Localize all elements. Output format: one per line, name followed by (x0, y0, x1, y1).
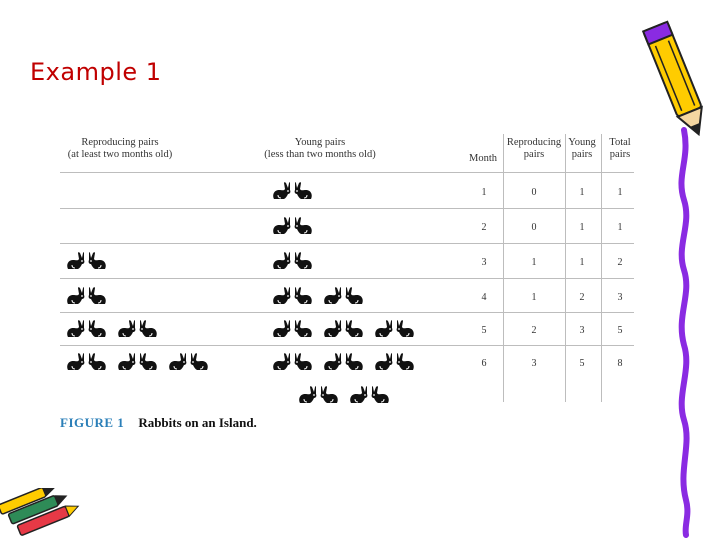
young-rabbits-overflow (296, 385, 392, 407)
rabbit-icon (293, 352, 315, 372)
rabbit-icon (370, 385, 392, 405)
rabbit-pair (270, 251, 315, 273)
young-cell: 3 (579, 325, 585, 336)
rabbit-icon (189, 352, 211, 372)
young-rabbits (270, 251, 315, 273)
header-young-pairs: Young pairs (less than two months old) (264, 137, 376, 160)
rabbit-pair (270, 319, 315, 341)
reproducing-rabbits (64, 319, 160, 341)
grid-line (60, 172, 634, 173)
rabbit-icon (270, 352, 292, 372)
slide-title: Example 1 (30, 58, 162, 86)
month-cell: 1 (481, 187, 487, 198)
reproducing-cell: 0 (531, 187, 537, 198)
reproducing-rabbits (64, 286, 109, 308)
young-rabbits (270, 352, 417, 374)
rabbit-icon (270, 216, 292, 236)
rabbit-icon (372, 319, 394, 339)
month-cell: 2 (481, 222, 487, 233)
rabbit-icon (319, 385, 341, 405)
rabbit-icon (64, 286, 86, 306)
grid-line (565, 134, 566, 402)
rabbit-pair (64, 352, 109, 374)
young-rabbits (270, 181, 315, 203)
rabbit-icon (138, 319, 160, 339)
rabbit-icon (87, 319, 109, 339)
rabbit-icon (64, 251, 86, 271)
rabbit-icon (64, 319, 86, 339)
rabbit-icon (87, 286, 109, 306)
month-cell: 5 (481, 325, 487, 336)
rabbit-icon (270, 251, 292, 271)
grid-line (60, 208, 634, 209)
rabbit-icon (296, 385, 318, 405)
rabbit-icon (347, 385, 369, 405)
rabbit-pair (270, 181, 315, 203)
total-cell: 8 (617, 358, 623, 369)
month-cell: 3 (481, 257, 487, 268)
reproducing-rabbits (64, 251, 109, 273)
rabbit-pair (115, 319, 160, 341)
grid-line (60, 345, 634, 346)
total-cell: 1 (617, 222, 623, 233)
month-cell: 4 (481, 292, 487, 303)
rabbit-pair (64, 286, 109, 308)
total-cell: 5 (617, 325, 623, 336)
reproducing-cell: 3 (531, 358, 537, 369)
rabbit-icon (321, 352, 343, 372)
grid-line (601, 134, 602, 402)
header-month: Month (468, 153, 497, 164)
rabbit-pair (166, 352, 211, 374)
figure-caption-text: Rabbits on an Island. (138, 415, 257, 430)
reproducing-cell: 1 (531, 292, 537, 303)
grid-line (503, 134, 504, 402)
rabbit-icon (270, 319, 292, 339)
rabbit-pair (321, 286, 366, 308)
rabbit-icon (293, 216, 315, 236)
rabbit-icon (166, 352, 188, 372)
rabbit-pair (115, 352, 160, 374)
reproducing-rabbits (64, 352, 211, 374)
rabbit-icon (115, 352, 137, 372)
rabbit-icon (321, 319, 343, 339)
rabbit-icon (344, 286, 366, 306)
rabbit-icon (115, 319, 137, 339)
header-col-reproducing: Reproducing pairs (506, 137, 562, 160)
young-rabbits (270, 216, 315, 238)
rabbit-pair (270, 216, 315, 238)
rabbit-icon (344, 352, 366, 372)
rabbit-pair (270, 352, 315, 374)
rabbit-icon (293, 319, 315, 339)
rabbit-pair (296, 385, 341, 407)
rabbit-icon (270, 286, 292, 306)
young-rabbits (270, 286, 366, 308)
young-cell: 1 (579, 222, 585, 233)
rabbit-icon (138, 352, 160, 372)
rabbit-pair (372, 352, 417, 374)
total-cell: 3 (617, 292, 623, 303)
month-cell: 6 (481, 358, 487, 369)
header-col-total: Total pairs (609, 137, 631, 160)
grid-line (60, 312, 634, 313)
total-cell: 1 (617, 187, 623, 198)
rabbit-icon (270, 181, 292, 201)
rabbit-icon (87, 352, 109, 372)
rabbit-icon (395, 352, 417, 372)
rabbit-icon (293, 286, 315, 306)
reproducing-cell: 2 (531, 325, 537, 336)
rabbit-icon (372, 352, 394, 372)
rabbit-pair (372, 319, 417, 341)
rabbit-icon (87, 251, 109, 271)
rabbit-pair (321, 319, 366, 341)
grid-line (60, 243, 634, 244)
total-cell: 2 (617, 257, 623, 268)
rabbit-icon (344, 319, 366, 339)
header-reproducing-pairs: Reproducing pairs (at least two months old) (67, 137, 173, 160)
grid-line (60, 278, 634, 279)
young-rabbits (270, 319, 417, 341)
figure-caption (60, 415, 257, 431)
young-cell: 1 (579, 257, 585, 268)
rabbit-icon (321, 286, 343, 306)
figure-label: FIGURE 1 (60, 415, 125, 430)
rabbit-pair (64, 251, 109, 273)
young-cell: 5 (579, 358, 585, 369)
rabbit-pair (64, 319, 109, 341)
rabbit-icon (293, 251, 315, 271)
rabbit-icon (293, 181, 315, 201)
young-cell: 1 (579, 187, 585, 198)
reproducing-cell: 0 (531, 222, 537, 233)
rabbit-icon (395, 319, 417, 339)
rabbit-icon (64, 352, 86, 372)
rabbit-pair (347, 385, 392, 407)
reproducing-cell: 1 (531, 257, 537, 268)
young-cell: 2 (579, 292, 585, 303)
header-col-young: Young pairs (568, 137, 596, 160)
rabbit-pair (321, 352, 366, 374)
rabbit-pair (270, 286, 315, 308)
